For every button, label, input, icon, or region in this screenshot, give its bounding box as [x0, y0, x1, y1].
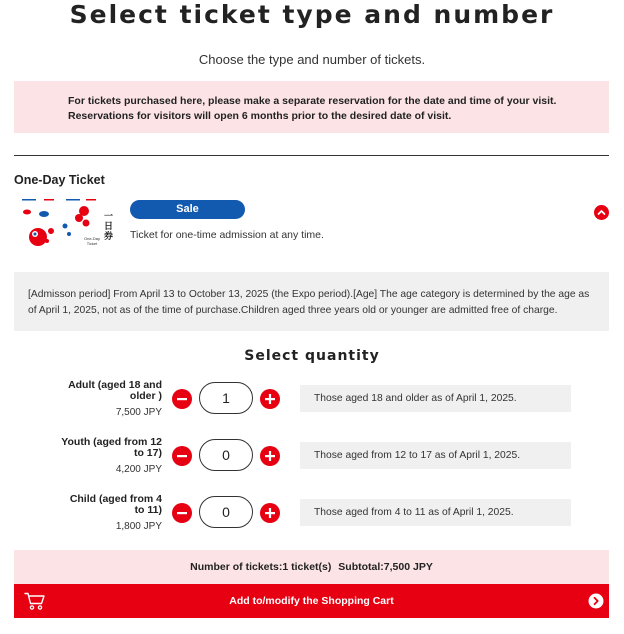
- sale-badge: Sale: [130, 200, 245, 219]
- decrease-child-button[interactable]: [172, 503, 192, 523]
- increase-adult-button[interactable]: [260, 389, 280, 409]
- ticket-thumbnail: [18, 197, 114, 253]
- ticket-description: Ticket for one-time admission at any time.: [130, 229, 324, 241]
- quantity-label: [52, 380, 162, 402]
- plus-icon: [260, 503, 280, 523]
- quantity-label-line: older ): [129, 390, 162, 402]
- quantity-row-child: [0, 494, 624, 544]
- order-summary: [14, 550, 609, 584]
- child-quantity-input[interactable]: [199, 496, 253, 528]
- add-to-cart-label: Add to/modify the Shopping Cart: [229, 595, 394, 607]
- page-title: Select ticket type and number: [69, 0, 555, 29]
- ticket-kanji-1: 一: [104, 212, 114, 222]
- adult-quantity-input[interactable]: [199, 382, 253, 414]
- minus-icon: [172, 503, 192, 523]
- quantity-row-youth: [0, 437, 624, 487]
- quantity-label: [52, 437, 162, 459]
- minus-icon: [172, 446, 192, 466]
- chevron-up-icon: [594, 205, 609, 220]
- increase-child-button[interactable]: [260, 503, 280, 523]
- decrease-adult-button[interactable]: [172, 389, 192, 409]
- plus-icon: [260, 446, 280, 466]
- quantity-price: 7,500 JPY: [115, 407, 162, 418]
- ticket-count: Number of tickets:1 ticket(s): [190, 561, 332, 573]
- admission-period-info: [Admisson period] From April 13 to October 13, 2025 (the Expo period).[Age] The age category is determined by the age as of April 1, 2025, not as of the time of purchase.Children aged three years old or younger are admitted free of charge.: [14, 272, 609, 331]
- notice-line-1: For tickets purchased here, please make a separate reservation for the date and time of your visit.: [68, 95, 557, 107]
- quantity-description: Those aged 18 and older as of April 1, 2025.: [300, 385, 571, 412]
- chevron-right-circle-icon: [588, 593, 604, 609]
- quantity-label-line: Adult (aged 18 and: [68, 379, 162, 391]
- quantity-label-line: Youth (aged from 12: [61, 436, 162, 448]
- ticket-kanji-3: 券: [104, 232, 114, 242]
- quantity-price: 4,200 JPY: [115, 464, 162, 475]
- quantity-row-adult: [0, 380, 624, 430]
- notice-line-2: Reservations for visitors will open 6 months prior to the desired date of visit.: [68, 110, 452, 122]
- quantity-label-line: Child (aged from 4: [69, 493, 162, 505]
- youth-quantity-input[interactable]: [199, 439, 253, 471]
- ticket-name: One-Day Ticket: [14, 173, 105, 187]
- quantity-label: [52, 494, 162, 516]
- section-divider: [14, 155, 609, 156]
- reservation-notice: [14, 81, 609, 133]
- quantity-label-line: to 17): [133, 447, 162, 459]
- quantity-description: Those aged from 4 to 11 as of April 1, 2025.: [300, 499, 571, 526]
- page-subtitle: Choose the type and number of tickets.: [198, 52, 426, 67]
- quantity-label-line: to 11): [134, 504, 162, 516]
- decrease-youth-button[interactable]: [172, 446, 192, 466]
- add-to-cart-button[interactable]: [14, 584, 609, 618]
- subtotal: Subtotal:7,500 JPY: [338, 561, 433, 573]
- increase-youth-button[interactable]: [260, 446, 280, 466]
- quantity-price: 1,800 JPY: [115, 521, 162, 532]
- ticket-image-caption: One-Day Ticket: [83, 236, 100, 246]
- ticket-kanji-2: 日: [104, 222, 114, 232]
- quantity-section-title: Select quantity: [244, 348, 380, 364]
- minus-icon: [172, 389, 192, 409]
- quantity-description: Those aged from 12 to 17 as of April 1, 2025.: [300, 442, 571, 469]
- collapse-button[interactable]: [594, 205, 609, 220]
- plus-icon: [260, 389, 280, 409]
